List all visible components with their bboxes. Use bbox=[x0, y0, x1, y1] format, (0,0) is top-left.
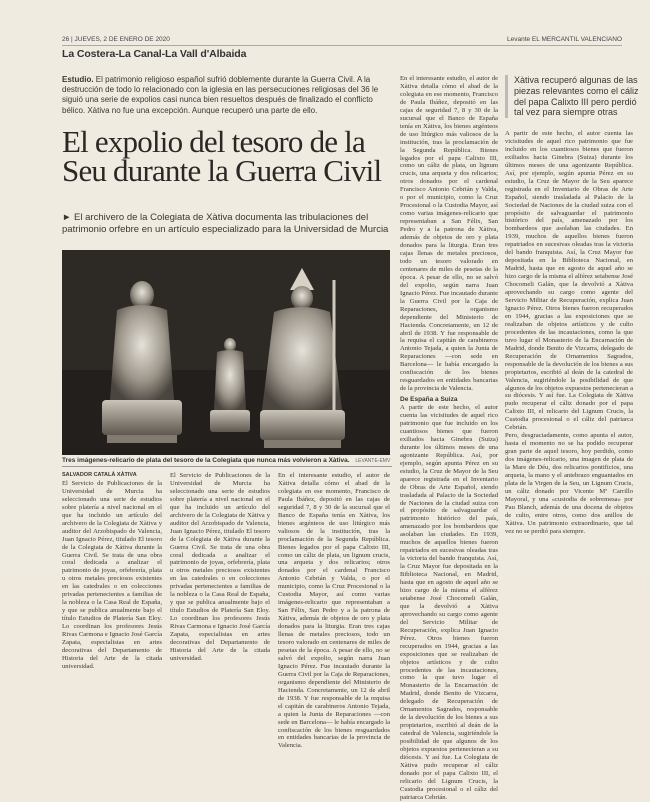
column-4b-text: A partir de este hecho, el autor cuenta las vicisitudes de aquel rico patrimonio que fue incluido en los cuantiosos bienes que fueron exiliados hacia Ginebra (Suiza) durante los últimos meses de una agonizante República. Así, por ejemplo, según apunta Pérez en su estudio, la Cruz de Mayor de la Seu aparece registrada en el Inventario de Obras de Arte Español, siendo trasladada al Palacio de la Sociedad de Naciones de la ciudad suiza con el propósito de salvaguardar el patrimonio histórico del país, amenazado por los bombardeos que asolaban las ciudades. En 1939, muchos de aquellos bienes fueron repatriados en sucesivas oleadas tras la victoria del bando franquista. Así, la Cruz Mayor fue depositada en la Biblioteca Nacional, en Madrid, hasta que en agosto de aquel año se hizo cargo de la misma el alférez setabense José Chocomeli Galán, que la devolvió a Xàtiva aprovechando su cargo como agente del Servicio Militar de Recuperación, explica Juan Ignacio Pérez. Otros bienes fueron recuperados en 1944, gracias a las exposiciones que se realizaban de objetos artísticos y de culto procedentes de las incautaciones, como la que tuvo lugar el Monasterio de la Encarnación de Madrid, donde Benito de Vizcarra, delegado de Recuperación de Ornamentos Sagrados, responsable de la devolución de los bienes a sus propietarios, escribió al deán de la catedral de Valencia, sugiriéndole la posibilidad de que algunos de los objetos expuestos pertenecieran a su diócesis. Y así fue. La Colegiata de Xàtiva pudo recuperar el cáliz donado por el papa Calixto III, el relicario del Lignum Crucis, la Custodia procesional o el cáliz del patriarca Cebrián. bbox=[400, 404, 498, 801]
subheadline-text: El archivero de la Colegiata de Xàtiva documenta las tribulaciones del patrimonio orfebre en un artículo especializado para la Universidad de Murcia bbox=[62, 212, 389, 235]
headline: El expolio del tesoro de la Seu durante la Guerra Civil bbox=[62, 124, 382, 188]
author-name: SALVADOR CATALÀ bbox=[62, 472, 116, 478]
column-5b-text: Pero, desgraciadamente, como apunta el autor, hasta el momento no se ha podido recuperar gran parte de aquel tesoro, hoy perdido, como dos imágenes-relicario, una imagen de plata de la Mare de Déu, dos relicarios pontificios, una arqueta, la mano y el antebrazo enguantados en plata de la Virgen de la Seu, un Lignum Crucis, un cáliz donado por Vicente Mª Carrillo Mayoral, y una «custodia de sobremesa» por Pau Blanch, además de una docena de objetos de culto, entre otros, como dos anillos de Xàtiva. Un patrimonio extraordinario, que tal vez no se perdió para siempre. bbox=[505, 432, 633, 535]
page-header-bar bbox=[62, 35, 622, 46]
article-column-3 bbox=[278, 472, 390, 750]
caption-text: Tres imágenes-relicario de plata del tesoro de la Colegiata que nunca más volvieron a Xàtiva. bbox=[62, 457, 350, 464]
lead-text: El patrimonio religioso español sufrió doblemente durante la Guerra Civil. A la destrucción de todo lo relacionado con la iglesia en las persecuciones religiosas del 36 le siguió una serie de expolios casi nunca bien resueltos después de finalizado el conflicto bélico. Xàtiva no fue una excepción. Aunque recuperó una parte de ello. bbox=[62, 75, 379, 115]
column-3-text: En el interesante estudio, el autor de Xàtiva detalla cómo el abad de la colegiata en ese momento, Francisco de Paula Ibáñez, depositó en las cajas de seguridad 7, 8 y 30 de la sucursal que el Banco de España tenía en Xàtiva, los bienes argénteos de uso litúrgico más valiosos de la institución, tras la proclamación de la Segunda República. Bienes legados por el papa Calixto III, como un cáliz de plata, un lignum crucis, una arqueta y dos relicarios; otros donados por el cardenal Francisco Antonio Cebrián y Valda, o por el municipio, como la Cruz Procesional o la Custodia Mayor, así como varias imágenes-relicario que representaban a San Félix, San Pedro y a la patrona de Xàtiva, además de objetos de oro y plata donados para la liturgia. Eran tres cajas llenas de metales preciosos, todo un tesoro valorado en centenares de miles de pesetas de la época. A pesar de ello, no se salvó del expolio, según narra Juan Ignacio Pérez. Fue incautado durante la Guerra Civil por la Caja de Reparaciones, organismo dependiente del Ministerio de Hacienda. Concretamente, un 12 de abril de 1938. Y fue responsable de la requisa el capitán de carabineros Antonio Tejada, a quien la Junta de Reparaciones —con sede en Barcelona— le había encargado la confiscación de los bienes resguardados en entidades bancarias de la provincia de Valencia. bbox=[278, 472, 390, 750]
column-1-text: El Servicio de Publicaciones de la Universidad de Murcia ha seleccionado una serie de estudios sobre platería a nivel nacional en el que ha incluido un artículo del archivero de la Colegiata de Xàtiva y auditor del Arzobispado de Valencia, Juan Ignacio Pérez, titulado El tesoro de la Colegiata de Xàtiva durante la Guerra Civil. Se trata de una obra coral dedicada a analizar el patrimonio de joyas, orfebrería, plata u otros metales preciosos existentes en las catedrales o en colecciones privadas pertenecientes a familias de la nobleza o la Casa Real de España, y que se publica anualmente bajo el título Estudios de Platería San Eloy. Lo coordinan los profesores Jesús Rivas Carmona e Ignacio José García Zapata, especialistas en artes decorativas del Departamento de Historia del Arte de la citada universidad. bbox=[62, 479, 162, 670]
relicary-figures-image bbox=[62, 250, 390, 455]
article-column-5 bbox=[505, 130, 633, 576]
lead-label: Estudio. bbox=[62, 75, 94, 84]
byline-place: XÀTIVA bbox=[116, 472, 137, 478]
photo-caption bbox=[62, 457, 392, 467]
arrow-icon: ► bbox=[62, 212, 72, 223]
column-5-text: A partir de este hecho, el autor cuenta las vicisitudes de aquel rico patrimonio que fue incluido en los cuantiosos bienes que fueron exiliados hacia Ginebra (Suiza) durante los últimos meses de una agonizante República. Así, por ejemplo, según apunta Pérez en su estudio, la Cruz de Mayor de la Seu aparece registrada en el Inventario de Obras de Arte Español, siendo trasladada al Palacio de la Sociedad de Naciones de la ciudad suiza con el propósito de salvaguardar el patrimonio histórico del país, amenazado por los bombardeos que asolaban las ciudades. En 1939, muchos de aquellos bienes fueron repatriados en sucesivas oleadas tras la victoria del bando franquista. Así, la Cruz Mayor fue depositada en la Biblioteca Nacional, en Madrid, hasta que en agosto de aquel año se hizo cargo de la misma el alférez setabense José Chocomeli Galán, que la devolvió a Xàtiva aprovechando su cargo como agente del Servicio Militar de Recuperación, explica Juan Ignacio Pérez. Otros bienes fueron recuperados en 1944, gracias a las exposiciones que se realizaban de objetos artísticos y de culto procedentes de las incautaciones, como la que tuvo lugar el Monasterio de la Encarnación de Madrid, donde Benito de Vizcarra, delegado de Recuperación de Ornamentos Sagrados, responsable de la devolución de los bienes a sus propietarios, escribió al deán de la catedral de Valencia, sugiriéndole la posibilidad de que algunos de los objetos expuestos pertenecieran a su diócesis. Y así fue. La Colegiata de Xàtiva pudo recuperar el cáliz donado por el papa Calixto III, el relicario del Lignum Crucis, la Custodia procesional o el cáliz del patriarca Cebrián. bbox=[505, 130, 633, 432]
page-date: 26 | JUEVES, 2 DE ENERO DE 2020 bbox=[62, 36, 170, 43]
column-4-text: En el interesante estudio, el autor de Xàtiva detalla cómo el abad de la colegiata en ese momento, Francisco de Paula Ibáñez, depositó en las cajas de seguridad 7, 8 y 30 de la sucursal que el Banco de España tenía en Xàtiva, los bienes argénteos de uso litúrgico más valiosos de la institución, tras la proclamación de la Segunda República. Bienes legados por el papa Calixto III, como un cáliz de plata, un lignum crucis, una arqueta y dos relicarios; otros donados por el cardenal Francisco Antonio Cebrián y Valda, o por el municipio, como la Cruz Procesional o la Custodia Mayor, así como varias imágenes-relicario que representaban a San Félix, San Pedro y a la patrona de Xàtiva, además de objetos de oro y plata donados para la liturgia. Eran tres cajas llenas de metales preciosos, todo un tesoro valorado en centenares de miles de pesetas de la época. A pesar de ello, no se salvó del expolio, según narra Juan Ignacio Pérez. Fue incautado durante la Guerra Civil por la Caja de Reparaciones, organismo dependiente del Ministerio de Hacienda. Concretamente, un 12 de abril de 1938. Y fue responsable de la requisa el capitán de carabineros Antonio Tejada, a quien la Junta de Reparaciones —con sede en Barcelona— le había encargado la confiscación de los bienes resguardados en entidades bancarias de la provincia de Valencia. bbox=[400, 75, 498, 393]
pull-quote: Xàtiva recuperó algunas de las piezas relevantes como el cáliz del papa Calixto III pero perdió tal vez para siempre otras bbox=[505, 75, 639, 118]
lead-paragraph bbox=[62, 75, 382, 116]
article-column-4 bbox=[400, 75, 498, 801]
photo-credit: LEVANTE-EMV bbox=[355, 458, 391, 464]
subhead-spain-switzerland: De España a Suiza bbox=[400, 396, 458, 404]
subheadline bbox=[62, 212, 392, 235]
masthead: Levante EL MERCANTIL VALENCIANO bbox=[507, 36, 622, 43]
article-column-2 bbox=[170, 472, 270, 662]
section-title: La Costera-La Canal-La Vall d'Albaida bbox=[62, 48, 247, 60]
article-column-1 bbox=[62, 472, 162, 670]
byline bbox=[62, 472, 162, 480]
column-2-text: El Servicio de Publicaciones de la Universidad de Murcia ha seleccionado una serie de estudios sobre platería a nivel nacional en el que ha incluido un artículo del archivero de la Colegiata de Xàtiva y auditor del Arzobispado de Valencia, Juan Ignacio Pérez, titulado El tesoro de la Colegiata de Xàtiva durante la Guerra Civil. Se trata de una obra coral dedicada a analizar el patrimonio de joyas, orfebrería, plata u otros metales preciosos existentes en las catedrales o en colecciones privadas pertenecientes a familias de la nobleza o la Casa Real de España, y que se publica anualmente bajo el título Estudios de Platería San Eloy. Lo coordinan los profesores Jesús Rivas Carmona e Ignacio José García Zapata, especialistas en artes decorativas del Departamento de Historia del Arte de la citada universidad. bbox=[170, 472, 270, 662]
relicary-photo bbox=[62, 250, 390, 455]
